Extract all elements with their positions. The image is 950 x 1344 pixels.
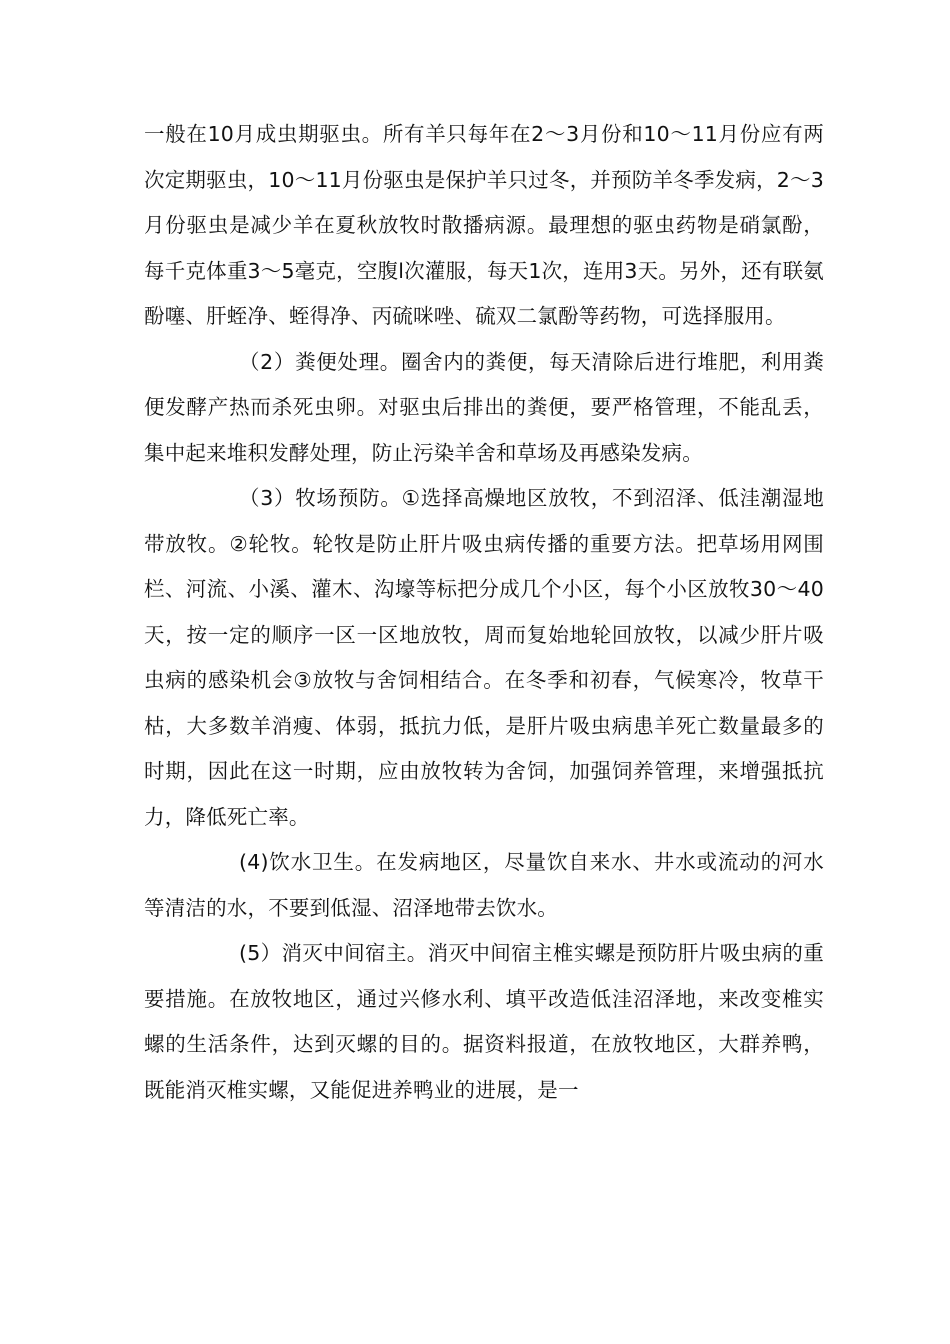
paragraph-eliminate-intermediate-host: (5）消灭中间宿主。消灭中间宿主椎实螺是预防肝片吸虫病的重要措施。在放牧地区，通过兴修水利、填平改造低洼沼泽地，来改变椎实螺的生活条件，达到灭螺的目的。据资料报道，在放牧地区，大群养鸭，既能消灭椎实螺，又能促进养鸭业的进展，是一 bbox=[144, 941, 824, 1102]
paragraph-manure-treatment: （2）粪便处理。圈舍内的粪便，每天清除后进行堆肥，利用粪便发酵产热而杀死虫卵。对驱虫后排出的粪便，要严格管理，不能乱丢，集中起来堆积发酵处理，防止污染羊舍和草场及再感染发病。 bbox=[144, 349, 824, 465]
paragraph-pasture-prevention: （3）牧场预防。①选择高燥地区放牧，不到沼泽、低洼潮湿地带放牧。②轮牧。轮牧是防止肝片吸虫病传播的重要方法。把草场用网围栏、河流、小溪、灌木、沟壕等标把分成几个小区，每个小区放牧30～40天，按一定的顺序一区一区地放牧，周而复始地轮回放牧，以减少肝片吸虫病的感染机会③放牧与舍饲相结合。在冬季和初春，气候寒冷，牧草干枯，大多数羊消瘦、体弱，抵抗力低，是肝片吸虫病患羊死亡数量最多的时期，因此在这一时期，应由放牧转为舍饲，加强饲养管理，来增强抵抗力，降低死亡率。 bbox=[144, 486, 824, 829]
document-body bbox=[144, 112, 824, 1113]
paragraph-drinking-water-hygiene: (4)饮水卫生。在发病地区，尽量饮自来水、井水或流动的河水等清洁的水，不要到低湿、沼泽地带去饮水。 bbox=[144, 850, 824, 920]
paragraph-deworming-continued: 一般在10月成虫期驱虫。所有羊只每年在2～3月份和10～11月份应有两次定期驱虫，10～11月份驱虫是保护羊只过冬，并预防羊冬季发病，2～3月份驱虫是减少羊在夏秋放牧时散播病源。最理想的驱虫药物是硝氯酚，每千克体重3～5毫克，空腹l次灌服，每天1次，连用3天。另外，还有联氨酚噻、肝蛭净、蛭得净、丙硫咪唑、硫双二氯酚等药物，可选择服用。 bbox=[144, 122, 824, 328]
